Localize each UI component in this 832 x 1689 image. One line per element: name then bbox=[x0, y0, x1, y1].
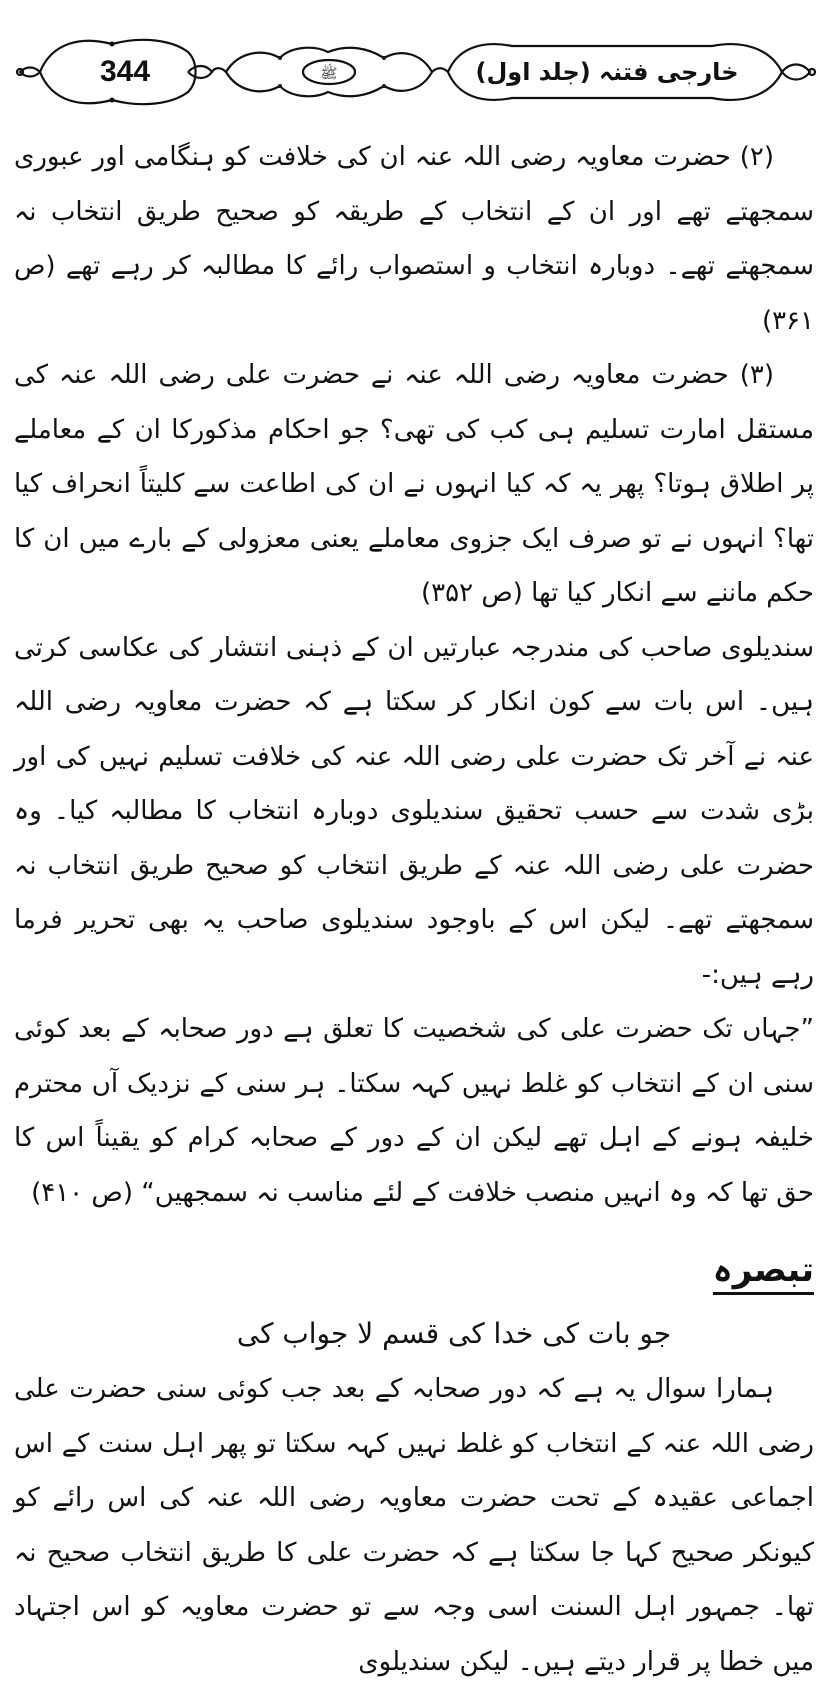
verse-line: جو بات کی خدا کی قسم لا جواب کی bbox=[236, 1317, 672, 1350]
paragraph: (۲) حضرت معاویہ رضی اللہ عنہ ان کی خلافت کو ہنگامی اور عبوری سمجھتے تھے اور ان کے انتخاب کے طریقہ کو صحیح طریق انتخاب نہ سمجھتے تھے۔ دوبارہ انتخاب و استصواب رائے کا مطالبہ کر رہے تھے (ص ۳۶۱) bbox=[14, 142, 814, 336]
closing-paragraph: ہمارا سوال یہ ہے کہ دور صحابہ کے بعد جب کوئی سنی حضرت علی رضی اللہ عنہ کے انتخاب کو غلط نہیں کہہ سکتا تو پھر اہل سنت کے اس اجماعی عقیدہ کے تحت حضرت معاویہ رضی اللہ عنہ کی اس رائے کو کیونکر صحیح کہا جا سکتا ہے کہ حضرت علی کا طریق انتخاب صحیح نہ تھا۔ جمہور اہل السنت اسی وجہ سے تو حضرت معاویہ کو اس اجتہاد میں خطا پر قرار دیتے ہیں۔ لیکن سندیلوی bbox=[14, 1374, 814, 1677]
page-number: 344 bbox=[99, 55, 151, 88]
quoted-paragraph: ”جہاں تک حضرت علی کی شخصیت کا تعلق ہے دور صحابہ کے بعد کوئی سنی ان کے انتخاب کو غلط نہیں کہہ سکتا۔ ہر سنی کے نزدیک آں محترم خلیفہ ہونے کے اہل تھے لیکن ان کے دور کے صحابہ کرام کو یقیناً اس کا حق تھا کہ وہ انہیں منصب خلافت کے لئے مناسب نہ سمجھیں“ (ص ۴۱۰) bbox=[14, 1014, 814, 1208]
page-body bbox=[14, 130, 814, 1689]
section-heading-text: تبصرہ bbox=[713, 1250, 814, 1295]
ornament-calligraphy: ﷺ bbox=[320, 66, 338, 82]
section-heading bbox=[14, 1242, 814, 1298]
paragraph: (۳) حضرت معاویہ رضی اللہ عنہ نے حضرت علی رضی اللہ عنہ کی مستقل امارت تسلیم ہی کب کی تھی؟ جو احکام مذکورکا ان کے معاملے پر اطلاق ہوتا؟ پھر یہ کہ کیا انہوں نے ان کی اطاعت سے کلیتاً انحراف کیا تھا؟ انہوں نے تو صرف ایک جزوی معاملے یعنی معزولی کے بارے میں ان کا حکم ماننے سے انکار کیا تھا (ص ۳۵۲) bbox=[14, 360, 814, 608]
page-header bbox=[12, 22, 820, 120]
running-title: خارجی فتنہ (جلد اول) bbox=[475, 58, 739, 86]
paragraph: سندیلوی صاحب کی مندرجہ عبارتیں ان کے ذہنی انتشار کی عکاسی کرتی ہیں۔ اس بات سے کون انکار کر سکتا ہے کہ حضرت معاویہ رضی اللہ عنہ نے آخر تک حضرت علی رضی اللہ عنہ کی خلافت تسلیم نہیں کی اور بڑی شدت سے حسب تحقیق سندیلوی دوبارہ انتخاب کا مطالبہ کیا۔ وہ حضرت علی رضی اللہ عنہ کے طریق انتخاب کو صحیح طریق انتخاب نہ سمجھتے تھے۔ لیکن اس کے باوجود سندیلوی صاحب یہ بھی تحریر فرما رہے ہیں:- bbox=[14, 632, 814, 990]
